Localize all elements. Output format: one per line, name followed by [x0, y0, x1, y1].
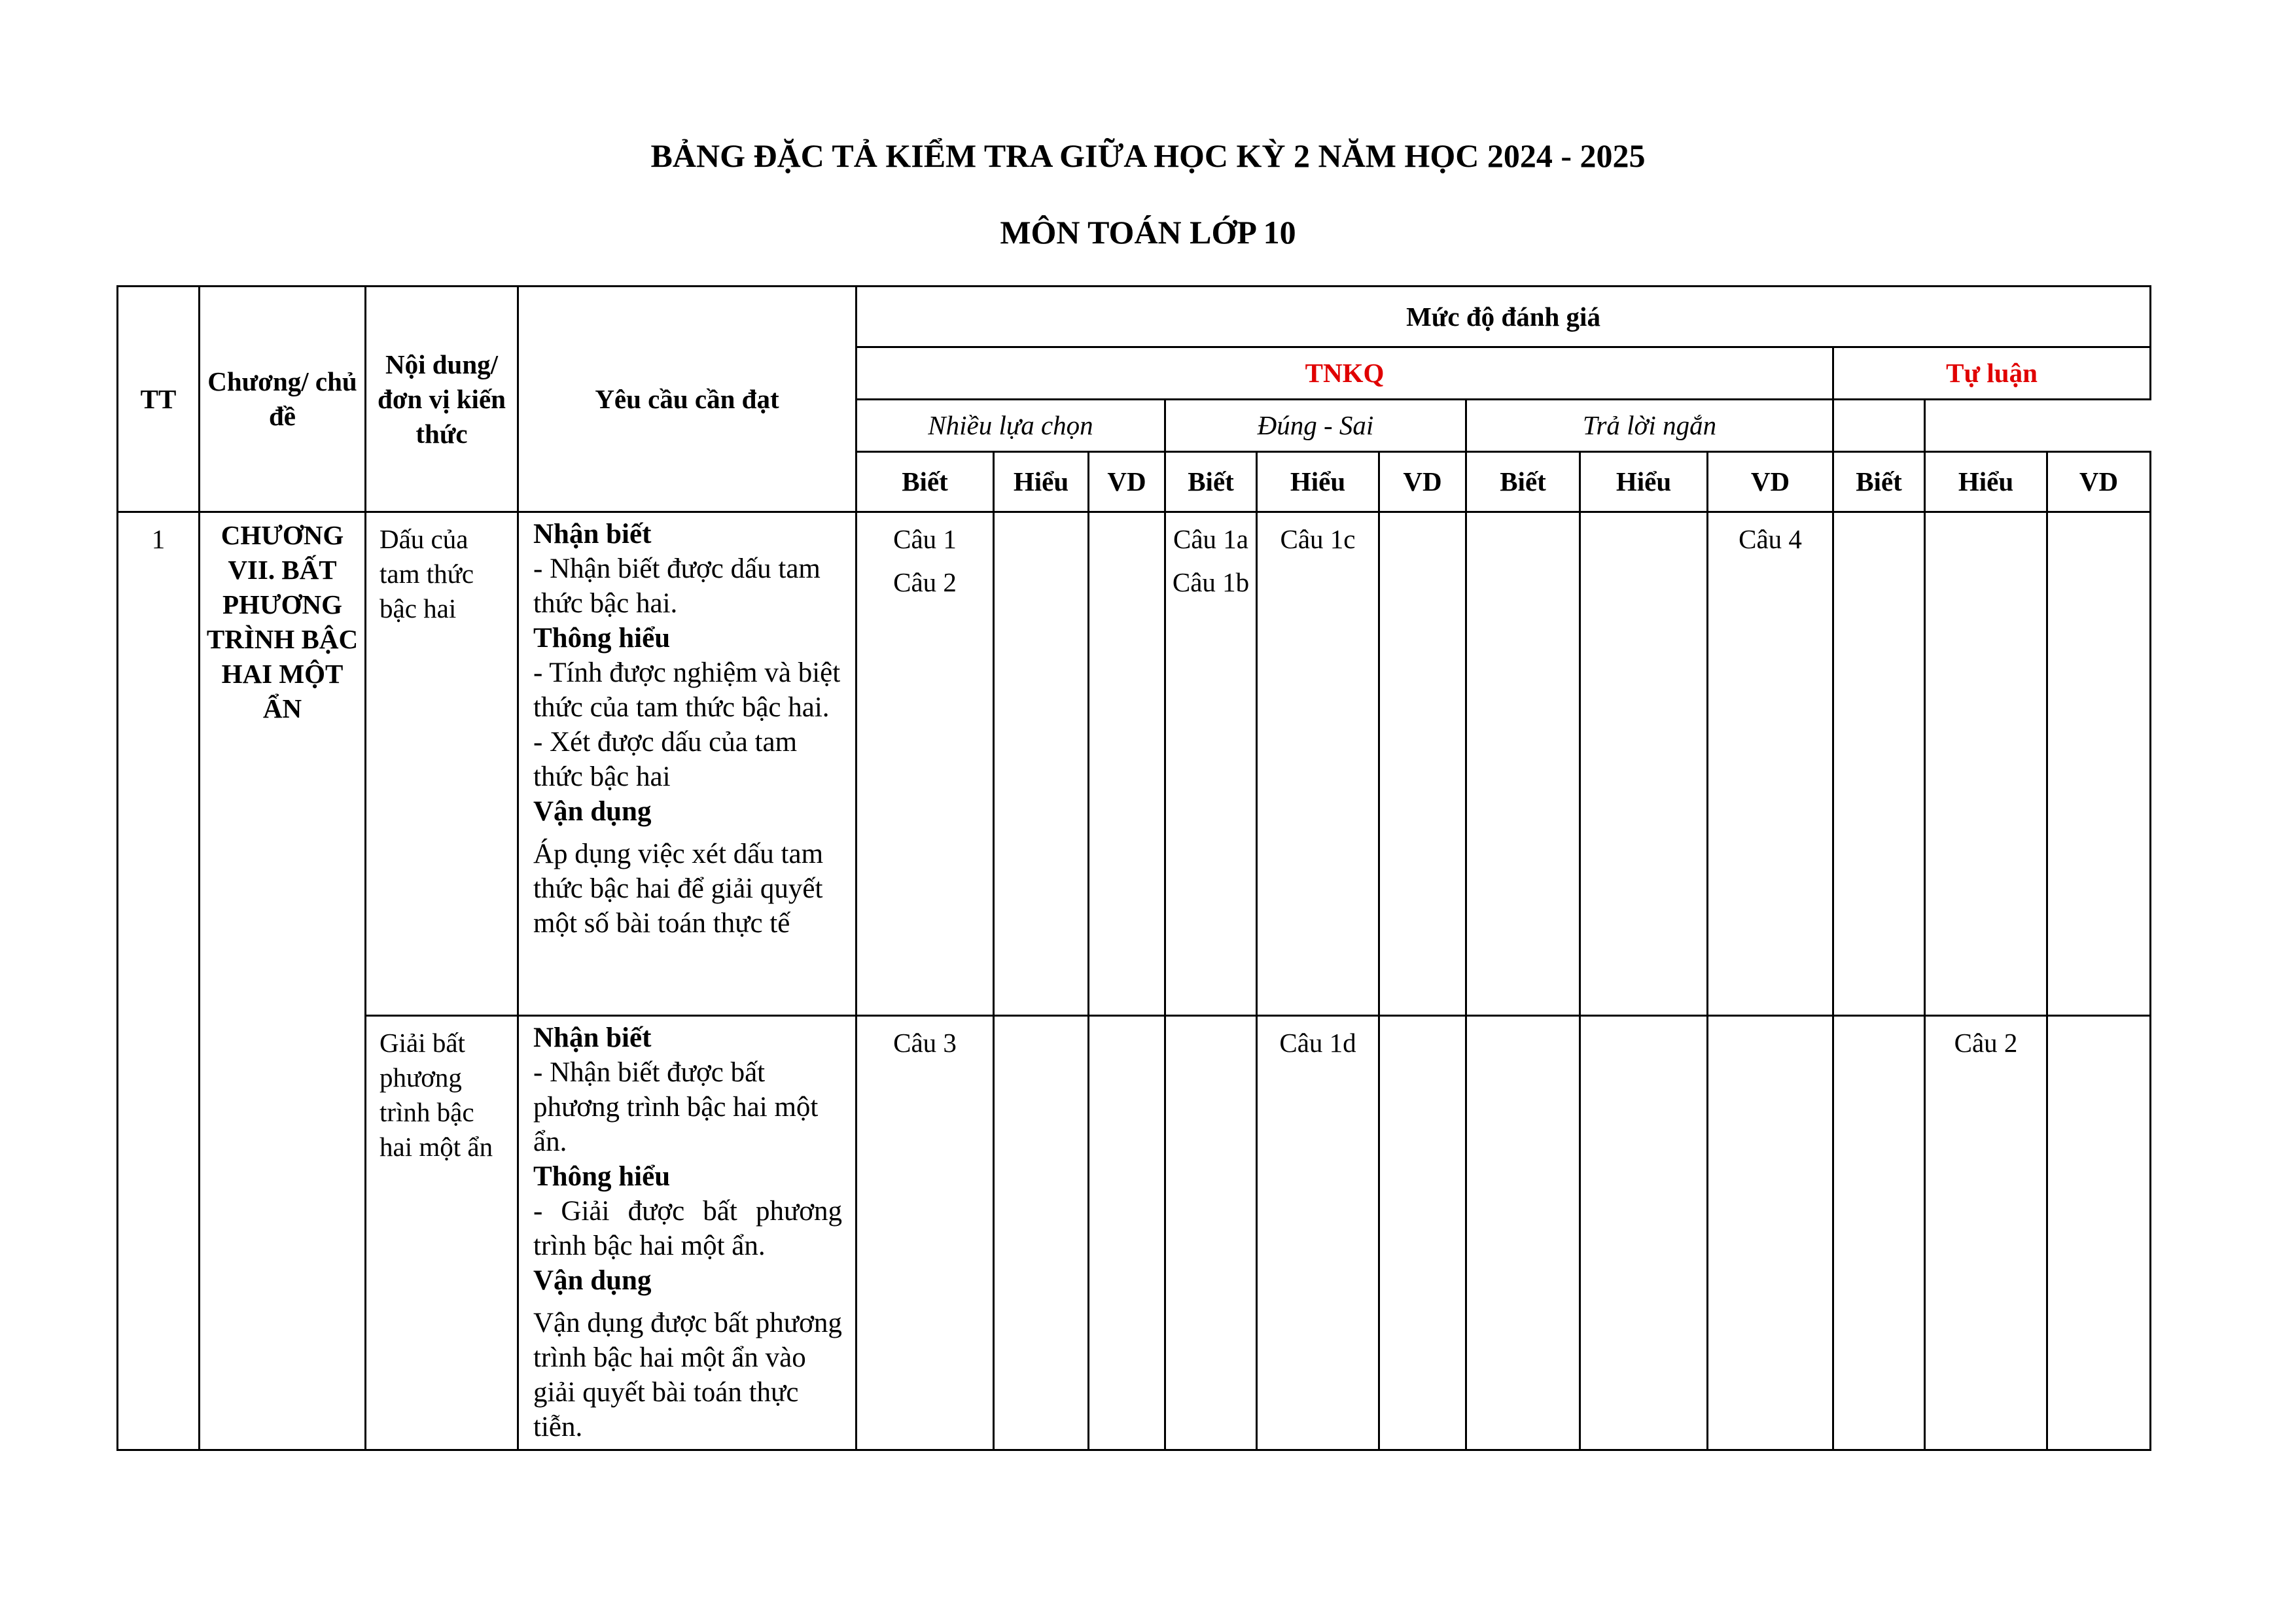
level-header: Hiểu — [1925, 452, 2047, 512]
req-line: - Tính được nghiệm và biệt thức của tam thức bậc hai. — [533, 657, 841, 723]
cell-ds-vd — [1379, 512, 1466, 1016]
req-heading: Thông hiểu — [533, 1161, 671, 1192]
level-header: VD — [2047, 452, 2151, 512]
cell-tl-biet — [1833, 512, 1925, 1016]
header-multiple-choice: Nhiều lựa chọn — [857, 400, 1165, 452]
level-header: Hiểu — [994, 452, 1089, 512]
question-ref: Câu 1a — [1173, 524, 1248, 554]
header-true-false: Đúng - Sai — [1165, 400, 1466, 452]
req-heading: Nhận biết — [533, 519, 652, 550]
req-heading: Thông hiểu — [533, 623, 671, 654]
question-ref: Câu 1b — [1172, 567, 1250, 597]
header-chapter: Chương/ chủ đề — [200, 287, 366, 512]
level-header: Biết — [1165, 452, 1257, 512]
cell-nlc-hieu — [994, 1016, 1089, 1450]
header-content-unit: Nội dung/đơn vị kiến thức — [366, 287, 518, 512]
req-line: - Giải được bất phương trình bậc hai một ẩn. — [533, 1196, 842, 1261]
cell-tln-vd: Câu 4 — [1708, 512, 1833, 1016]
row-topic: Giải bất phương trình bậc hai một ẩn — [366, 1016, 518, 1450]
cell-nlc-hieu — [994, 512, 1089, 1016]
cell-tln-hieu — [1580, 1016, 1708, 1450]
cell-tl-hieu — [1925, 512, 2047, 1016]
header-assessment-level: Mức độ đánh giá — [857, 287, 2151, 347]
row-requirements — [518, 512, 857, 1016]
page-title: BẢNG ĐẶC TẢ KIỂM TRA GIỮA HỌC KỲ 2 NĂM HỌC 2024 - 2025 — [650, 137, 1646, 174]
level-header: Biết — [1833, 452, 1925, 512]
level-header: VD — [1708, 452, 1833, 512]
header-requirements: Yêu cầu cần đạt — [518, 287, 857, 512]
level-header: Hiểu — [1257, 452, 1379, 512]
level-header: Hiểu — [1580, 452, 1708, 512]
header-tnkq: TNKQ — [857, 347, 1833, 400]
cell-tln-biet — [1466, 1016, 1580, 1450]
req-line: Vận dụng được bất phương trình bậc hai một ẩn vào giải quyết bài toán thực tiễn. — [533, 1308, 842, 1442]
level-header: VD — [1379, 452, 1466, 512]
question-ref: Câu 1 — [893, 524, 957, 554]
spec-table — [116, 285, 2151, 1451]
header-short-answer: Trả lời ngắn — [1466, 400, 1833, 452]
row-tt: 1 — [118, 512, 200, 1450]
header-empty — [1833, 400, 1925, 452]
cell-tln-biet — [1466, 512, 1580, 1016]
cell-tln-hieu — [1580, 512, 1708, 1016]
table-row — [118, 512, 2151, 1016]
req-line: - Nhận biết được dấu tam thức bậc hai. — [533, 553, 821, 619]
row-chapter: CHƯƠNG VII. BẤT PHƯƠNG TRÌNH BẬC HAI MỘT ẨN — [200, 512, 366, 1450]
cell-nlc-biet — [857, 512, 994, 1016]
row-requirements — [518, 1016, 857, 1450]
cell-tl-vd — [2047, 1016, 2151, 1450]
req-heading: Nhận biết — [533, 1022, 652, 1053]
cell-nlc-vd — [1089, 1016, 1165, 1450]
header-tt: TT — [118, 287, 200, 512]
cell-ds-vd — [1379, 1016, 1466, 1450]
page-subtitle: MÔN TOÁN LỚP 10 — [1000, 214, 1296, 251]
row-topic: Dấu của tam thức bậc hai — [366, 512, 518, 1016]
level-header: Biết — [857, 452, 994, 512]
cell-ds-hieu: Câu 1c — [1257, 512, 1379, 1016]
level-header: VD — [1089, 452, 1165, 512]
table-row — [118, 1016, 2151, 1450]
req-heading: Vận dụng — [533, 796, 652, 827]
cell-tl-biet — [1833, 1016, 1925, 1450]
cell-ds-biet — [1165, 512, 1257, 1016]
cell-tln-vd — [1708, 1016, 1833, 1450]
req-line: - Xét được dấu của tam thức bậc hai — [533, 727, 798, 792]
cell-nlc-vd — [1089, 512, 1165, 1016]
req-heading: Vận dụng — [533, 1265, 652, 1296]
question-ref: Câu 2 — [893, 567, 957, 597]
req-line: Áp dụng việc xét dấu tam thức bậc hai để giải quyết một số bài toán thực tế — [533, 839, 824, 939]
cell-tl-hieu: Câu 2 — [1925, 1016, 2047, 1450]
cell-nlc-biet: Câu 3 — [857, 1016, 994, 1450]
cell-tl-vd — [2047, 512, 2151, 1016]
header-tu-luan: Tự luận — [1833, 347, 2151, 400]
cell-ds-hieu: Câu 1d — [1257, 1016, 1379, 1450]
level-header: Biết — [1466, 452, 1580, 512]
cell-ds-biet — [1165, 1016, 1257, 1450]
req-line: - Nhận biết được bất phương trình bậc hai một ẩn. — [533, 1057, 819, 1157]
